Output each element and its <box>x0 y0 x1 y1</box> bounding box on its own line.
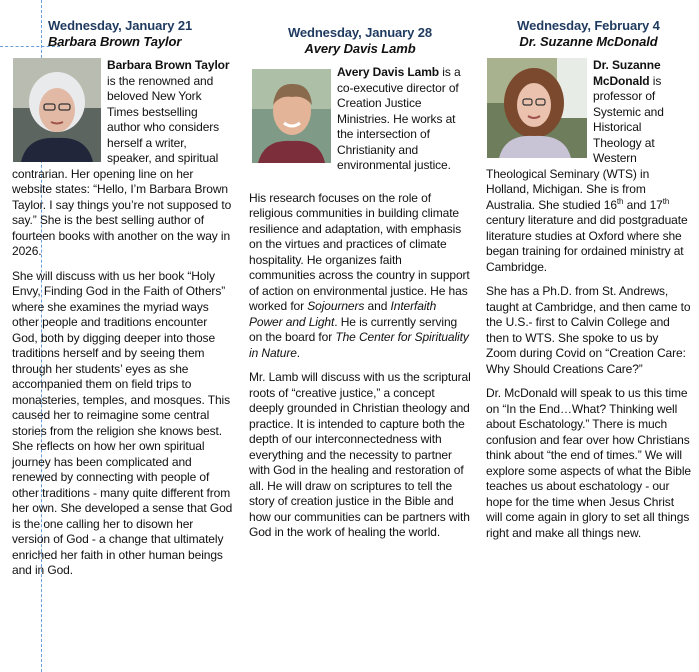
book-paragraph: She will discuss with us her book “Holy Envy, Finding God in the Faith of Others” where she examines the myriad ways other people and traditions encounter God, both by digging deeper into those traditions herself and by seeing them through her students’ eyes as she accompanied them on field trips to monasteries, temples, and mosques. This caused her to reimagine some central stories from the religion she knows best. She reflects on how her own spiritual journey has been complicated and renewed by connecting with people of other traditions - many quite different from her own. She developed a sense that God is the one calling her to disown her version of God - a change that ultimately enriched her faith in other human beings and in God. <box>12 268 233 577</box>
bio-text: is professor of Systemic and Historical Theology at Western Theological Seminary (WTS) in Holland, Michigan. She is from Australia. She studied 16 <box>486 73 664 212</box>
event-date: Wednesday, February 4 <box>517 18 660 33</box>
column-suzanne-mcdonald <box>486 18 691 550</box>
research-text: and <box>364 299 391 313</box>
bio-paragraph <box>486 58 691 275</box>
talk-paragraph: Mr. Lamb will discuss with us the scriptural roots of “creative justice,” a concept deeply grounded in Christian theology and practice. It is intended to capture both the depth of our interconnectedness with everything and the necessity to partner with God in the healing and restoration of all. He will draw on scriptures to tell the story of creation justice in the Bible and how our communities can be partners with God in the work of healing the world. <box>249 370 471 539</box>
research-text: . He is currently serving on the board for <box>249 314 458 344</box>
bio-text: is a co-executive director of Creation Justice Ministries. He works at the intersection of Christianity and environmental justice. <box>337 65 461 172</box>
speaker-heading: Barbara Brown Taylor <box>48 34 182 49</box>
career-paragraph: She has a Ph.D. from St. Andrews, taught at Cambridge, and then came to the U.S.- first to Calvin College and then to WTS. She spoke to us by Zoom during Covid on “Creation Care: Why Should Creations Care?” <box>486 284 691 376</box>
bio-text: century literature and did postgraduate literature studies at Oxford where she began training for ordained ministry at Cambridge. <box>486 213 688 274</box>
research-text: . <box>296 345 301 360</box>
bio-lead-name: Avery Davis Lamb <box>337 65 440 79</box>
bio-text: and 17 <box>623 197 663 212</box>
speaker-photo <box>252 69 331 163</box>
org-interfaith-power: Interfaith Power and Light <box>249 299 437 329</box>
talk-paragraph: Dr. McDonald will speak to us this time on “In the End…What? Thinking well about Eschatology.” There is much confusion and fear over how Christians think about “the end of times.” We will explore some aspects of what the Bible teaches us about eschatology - our hope for the time when Jesus Christ will come again in glory to set all things right and make all things new. <box>486 386 691 540</box>
ordinal-suffix: th <box>662 196 670 206</box>
bio-lead-name: Barbara Brown Taylor <box>107 58 230 72</box>
speaker-heading: Dr. Suzanne McDonald <box>519 34 658 49</box>
event-date: Wednesday, January 28 <box>287 25 433 40</box>
bio-lead-name: Dr. Suzanne McDonald <box>593 58 661 88</box>
org-sojourners: Sojourners <box>307 299 365 313</box>
speaker-photo <box>487 58 587 158</box>
event-date: Wednesday, January 21 <box>48 18 193 33</box>
ordinal-suffix: th <box>616 196 624 206</box>
org-center-spirituality: The Center for Spirituality in Nature <box>249 330 469 360</box>
speaker-photo <box>13 58 101 162</box>
column-avery-davis-lamb <box>249 25 471 550</box>
bio-paragraph <box>249 65 471 174</box>
research-text: His research focuses on the role of religious communities in building climate resilience and adaptation, with emphasis on the virtues and practices of climate hospitality. He organizes faith communities across the country in support of action on environmental justice. He has worked for <box>249 190 470 313</box>
research-paragraph <box>249 191 471 362</box>
bio-paragraph <box>12 58 234 260</box>
speaker-heading: Avery Davis Lamb <box>304 41 416 56</box>
bio-text: is the renowned and beloved New York Times bestselling author who considers herself a writer, speaker, and spiritual contrarian. Her opening line on her website states: “Hello, I’m Barbara Brown Taylor. I say things you’re not supposed to say.” She is the best selling author of fourteen books with another on the way in 2026. <box>12 73 232 258</box>
column-barbara-brown-taylor <box>12 18 234 588</box>
